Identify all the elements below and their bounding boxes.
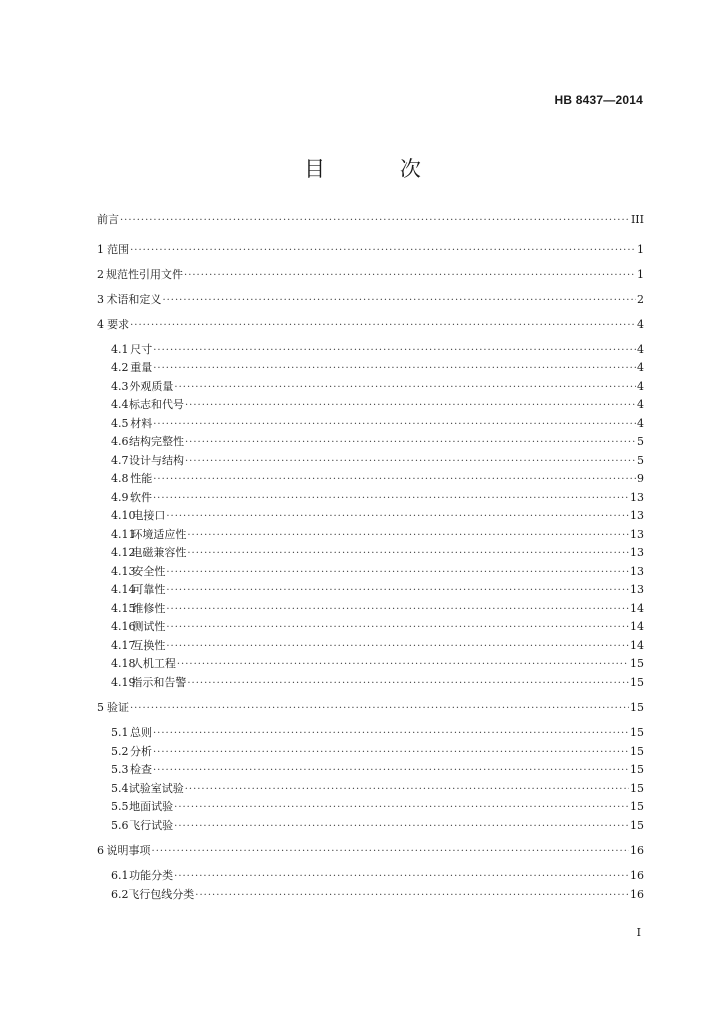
toc-entry — [111, 656, 644, 672]
toc-entry-number: 4.13 — [111, 565, 136, 578]
toc-entry-page: 15 — [630, 782, 644, 795]
toc-entry-page: 13 — [630, 546, 644, 559]
toc-entry-page: 16 — [630, 888, 644, 901]
toc-entry-page: 13 — [630, 509, 644, 522]
toc-entry-number: 4.6 — [111, 435, 129, 448]
toc-entry — [111, 360, 644, 376]
toc-entry-number: 4.10 — [111, 509, 136, 522]
page-title: 目 次 — [304, 157, 455, 181]
dot-leader — [153, 726, 629, 742]
toc-entry-number: 5 — [97, 701, 104, 714]
toc-entry-page: 13 — [630, 491, 644, 504]
toc-entry-number: 1 — [97, 243, 104, 256]
dot-leader — [166, 583, 629, 599]
toc-entry-number: 4.7 — [111, 454, 129, 467]
toc-entry — [111, 818, 644, 834]
toc-entry-number: 4.16 — [111, 620, 136, 633]
toc-entry-number: 4.4 — [111, 398, 129, 411]
dot-leader — [166, 565, 629, 581]
toc-entry-title: 检查 — [129, 763, 152, 776]
toc-entry-number: 3 — [97, 293, 104, 306]
toc-entry — [97, 212, 644, 228]
toc-entry-title: 电接口 — [132, 509, 166, 522]
toc-entry-number: 4.19 — [111, 676, 136, 689]
toc-entry — [97, 242, 644, 258]
dot-leader — [185, 454, 636, 470]
toc-entry-title: 总则 — [129, 726, 152, 739]
toc-entry-number: 4.12 — [111, 546, 136, 559]
toc-entry-title: 规范性引用文件 — [106, 268, 184, 281]
toc-entry-title: 分析 — [129, 745, 152, 758]
toc-entry-page: 2 — [637, 293, 644, 306]
toc-entry — [111, 675, 644, 691]
toc-entry-page: 13 — [630, 583, 644, 596]
toc-entry-number: 5.5 — [111, 800, 129, 813]
toc-entry-title: 范围 — [107, 243, 130, 256]
toc-entry-page: 4 — [637, 361, 644, 374]
toc-entry-number: 4.2 — [111, 361, 129, 374]
toc-entry-page: 4 — [637, 417, 644, 430]
toc-entry-title: 术语和定义 — [106, 293, 162, 306]
toc-entry-number: 4.3 — [111, 380, 129, 393]
toc-entry-page: 1 — [637, 268, 644, 281]
toc-entry-number: 5.3 — [111, 763, 129, 776]
toc-entry-page: 16 — [630, 869, 644, 882]
toc-entry-number: 4.9 — [111, 491, 129, 504]
toc-entry — [111, 416, 644, 432]
toc-entry-title: 试验室试验 — [128, 782, 184, 795]
dot-leader — [153, 361, 636, 377]
toc-entry-number: 6 — [97, 844, 104, 857]
toc-entry — [111, 744, 644, 760]
toc-entry — [111, 453, 644, 469]
toc-entry — [97, 292, 644, 308]
toc-entry-number: 4 — [97, 318, 104, 331]
toc-entry-title: 维修性 — [132, 602, 166, 615]
toc-entry-title: 测试性 — [132, 620, 166, 633]
toc-entry-title: 验证 — [106, 701, 129, 714]
toc-entry — [111, 762, 644, 778]
dot-leader — [195, 888, 629, 904]
toc-entry — [111, 508, 644, 524]
dot-leader — [153, 472, 636, 488]
toc-entry-title: 软件 — [129, 491, 152, 504]
toc-entry-title: 飞行包线分类 — [128, 888, 195, 901]
toc-entry-number: 5.4 — [111, 782, 129, 795]
toc-entry-page: 4 — [637, 343, 644, 356]
toc-entry-title: 前言 — [97, 213, 119, 226]
toc-entry — [111, 434, 644, 450]
toc-entry-title: 地面试验 — [129, 800, 174, 813]
toc-entry-page: III — [630, 213, 644, 226]
toc-entry — [111, 887, 644, 903]
toc-entry — [111, 342, 644, 358]
toc-entry-page: 9 — [637, 472, 644, 485]
toc-entry-page: 15 — [630, 701, 644, 714]
toc-entry-page: 15 — [630, 819, 644, 832]
toc-entry-number: 4.14 — [111, 583, 136, 596]
toc-entry-page: 15 — [630, 763, 644, 776]
toc-entry-page: 13 — [630, 528, 644, 541]
toc-entry-page: 14 — [630, 602, 644, 615]
toc-entry-number: 6.1 — [111, 869, 129, 882]
dot-leader — [166, 620, 629, 636]
dot-leader — [185, 398, 636, 414]
toc-entry — [97, 700, 644, 716]
toc-entry-title: 标志和代号 — [128, 398, 184, 411]
toc-entry-number: 5.1 — [111, 726, 129, 739]
dot-leader — [130, 318, 636, 334]
toc-entry-number: 4.18 — [111, 657, 136, 670]
dot-leader — [152, 844, 629, 860]
toc-entry-title: 电磁兼容性 — [131, 546, 187, 559]
toc-entry-page: 15 — [630, 676, 644, 689]
page-number: I — [636, 926, 641, 939]
dot-leader — [174, 380, 636, 396]
dot-leader — [130, 701, 629, 717]
toc-entry-page: 5 — [637, 435, 644, 448]
toc-entry-number: 2 — [97, 268, 104, 281]
toc-entry — [97, 843, 644, 859]
dot-leader — [153, 745, 629, 761]
toc-entry-title: 可靠性 — [132, 583, 166, 596]
toc-entry-title: 外观质量 — [129, 380, 174, 393]
toc-entry-number: 4.5 — [111, 417, 129, 430]
dot-leader — [174, 869, 629, 885]
toc-entry-number: 4.11 — [111, 528, 136, 541]
toc-entry-page: 14 — [630, 620, 644, 633]
dot-leader — [162, 293, 636, 309]
toc-entry-page: 16 — [630, 844, 644, 857]
toc-entry-page: 5 — [637, 454, 644, 467]
dot-leader — [187, 546, 629, 562]
toc-entry-title: 材料 — [130, 417, 153, 430]
toc-entry-page: 15 — [630, 726, 644, 739]
toc-entry-page: 15 — [630, 745, 644, 758]
dot-leader — [166, 602, 629, 618]
toc-entry-page: 15 — [630, 800, 644, 813]
toc-entry — [97, 267, 644, 283]
toc-entry-page: 13 — [630, 565, 644, 578]
dot-leader — [153, 491, 629, 507]
toc-entry — [97, 317, 644, 333]
toc-entry-number: 4.1 — [111, 343, 129, 356]
dot-leader — [187, 676, 629, 692]
dot-leader — [174, 819, 629, 835]
toc-entry — [111, 619, 644, 635]
toc-entry-number: 5.2 — [111, 745, 129, 758]
toc-entry-title: 功能分类 — [129, 869, 174, 882]
toc-entry — [111, 781, 644, 797]
dot-leader — [177, 657, 629, 673]
dot-leader — [120, 213, 630, 229]
toc-entry-title: 说明事项 — [106, 844, 151, 857]
toc-entry-title: 安全性 — [132, 565, 166, 578]
toc-entry-title: 性能 — [130, 472, 153, 485]
toc-entry — [111, 868, 644, 884]
dot-leader — [187, 528, 629, 544]
toc-entry-title: 重量 — [130, 361, 153, 374]
dot-leader — [153, 343, 636, 359]
toc-entry — [111, 490, 644, 506]
toc-entry — [111, 379, 644, 395]
toc-entry — [111, 638, 644, 654]
toc-entry — [111, 471, 644, 487]
toc-entry-title: 要求 — [107, 318, 130, 331]
toc-entry — [111, 601, 644, 617]
toc-entry-title: 飞行试验 — [129, 819, 174, 832]
dot-leader — [184, 268, 636, 284]
dot-leader — [185, 782, 629, 798]
toc-entry-page: 15 — [630, 657, 644, 670]
toc-entry — [111, 564, 644, 580]
toc-entry-number: 5.6 — [111, 819, 129, 832]
toc-entry-page: 1 — [637, 243, 644, 256]
toc-entry-page: 14 — [630, 639, 644, 652]
toc-entry-title: 结构完整性 — [128, 435, 184, 448]
toc-entry — [111, 397, 644, 413]
dot-leader — [166, 509, 629, 525]
standard-code: HB 8437—2014 — [554, 93, 643, 107]
toc-entry-number: 4.8 — [111, 472, 129, 485]
toc-entry-title: 设计与结构 — [128, 454, 184, 467]
toc-entry — [111, 527, 644, 543]
toc-entry — [111, 545, 644, 561]
dot-leader — [130, 243, 636, 259]
dot-leader — [153, 763, 629, 779]
toc-entry-page: 4 — [637, 318, 644, 331]
toc-entry-title: 尺寸 — [130, 343, 153, 356]
toc-entry — [111, 725, 644, 741]
toc-entry-title: 环境适应性 — [131, 528, 187, 541]
toc-entry-number: 4.15 — [111, 602, 136, 615]
dot-leader — [153, 417, 636, 433]
toc-entry-title: 互换性 — [132, 639, 166, 652]
dot-leader — [166, 639, 629, 655]
dot-leader — [185, 435, 636, 451]
toc-entry-title: 指示和告警 — [131, 676, 187, 689]
toc-entry — [111, 799, 644, 815]
toc-entry — [111, 582, 644, 598]
toc-entry-number: 6.2 — [111, 888, 129, 901]
toc-entry-page: 4 — [637, 380, 644, 393]
toc-entry-number: 4.17 — [111, 639, 136, 652]
dot-leader — [174, 800, 629, 816]
toc-entry-page: 4 — [637, 398, 644, 411]
toc-entry-title: 人机工程 — [131, 657, 176, 670]
